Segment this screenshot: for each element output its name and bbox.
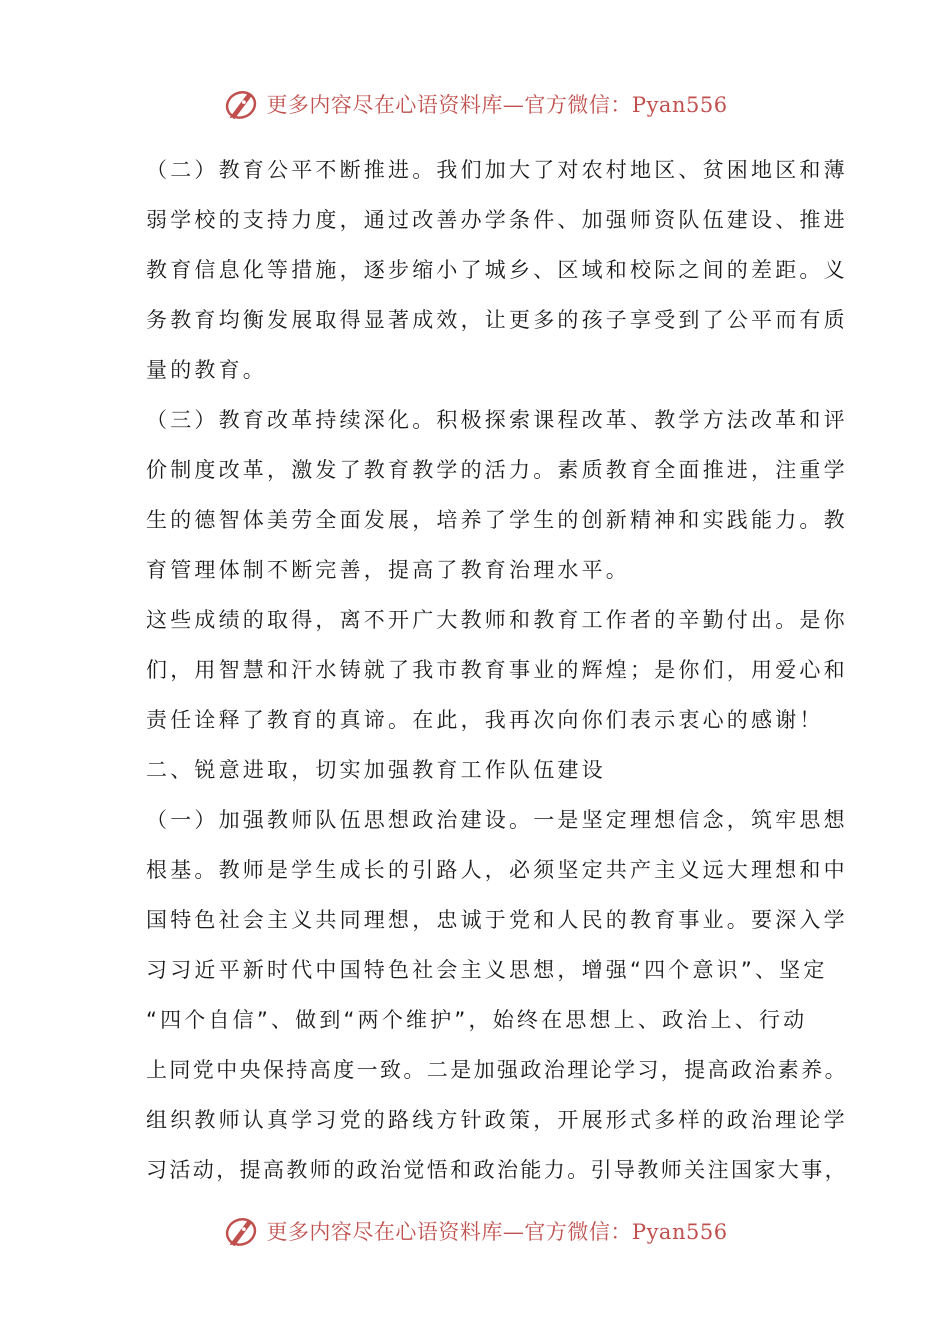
text-line: 弱学校的支持力度，通过改善办学条件、加强师资队伍建设、推进 — [146, 208, 848, 232]
text-line: 育管理体制不断完善，提高了教育治理水平。 — [146, 558, 630, 582]
document-body — [146, 145, 848, 1195]
text-line: （二）教育公平不断推进。我们加大了对农村地区、贫困地区和薄 — [146, 158, 848, 182]
text-line: “四个自信”、做到“两个维护”，始终在思想上、政治上、行动 — [146, 1008, 808, 1032]
text-line: 们，用智慧和汗水铸就了我市教育事业的辉煌；是你们，用爱心和 — [146, 658, 848, 682]
watermark-footer — [0, 1211, 950, 1251]
text-line: 根基。教师是学生成长的引路人，必须坚定共产主义远大理想和中 — [146, 858, 848, 882]
text-line: 国特色社会主义共同理想，忠诚于党和人民的教育事业。要深入学 — [146, 908, 848, 932]
text-line: 这些成绩的取得，离不开广大教师和教育工作者的辛勤付出。是你 — [146, 608, 848, 632]
text-line: 责任诠释了教育的真谛。在此，我再次向你们表示衷心的感谢！ — [146, 708, 824, 732]
watermark-header — [0, 84, 950, 124]
watermark-text: 更多内容尽在心语资料库—官方微信：Pyan556 — [266, 1220, 728, 1244]
pen-nib-logo-icon — [222, 85, 260, 123]
text-line: 上同党中央保持高度一致。二是加强政治理论学习，提高政治素养。 — [146, 1058, 848, 1082]
watermark-text: 更多内容尽在心语资料库—官方微信：Pyan556 — [266, 93, 728, 117]
text-line: （一）加强教师队伍思想政治建设。一是坚定理想信念，筑牢思想 — [146, 808, 848, 832]
text-line: 量的教育。 — [146, 358, 267, 382]
text-line: （三）教育改革持续深化。积极探索课程改革、教学方法改革和评 — [146, 408, 848, 432]
text-line: 习活动，提高教师的政治觉悟和政治能力。引导教师关注国家大事， — [146, 1158, 848, 1182]
text-line: 习习近平新时代中国特色社会主义思想，增强“四个意识”、坚定 — [146, 958, 828, 982]
section-heading: 二、锐意进取，切实加强教育工作队伍建设 — [146, 758, 606, 782]
text-line: 生的德智体美劳全面发展，培养了学生的创新精神和实践能力。教 — [146, 508, 848, 532]
text-line: 务教育均衡发展取得显著成效，让更多的孩子享受到了公平而有质 — [146, 308, 848, 332]
text-line: 组织教师认真学习党的路线方针政策，开展形式多样的政治理论学 — [146, 1108, 848, 1132]
text-line: 价制度改革，激发了教育教学的活力。素质教育全面推进，注重学 — [146, 458, 848, 482]
text-line: 教育信息化等措施，逐步缩小了城乡、区域和校际之间的差距。义 — [146, 258, 848, 282]
pen-nib-logo-icon — [222, 1212, 260, 1250]
